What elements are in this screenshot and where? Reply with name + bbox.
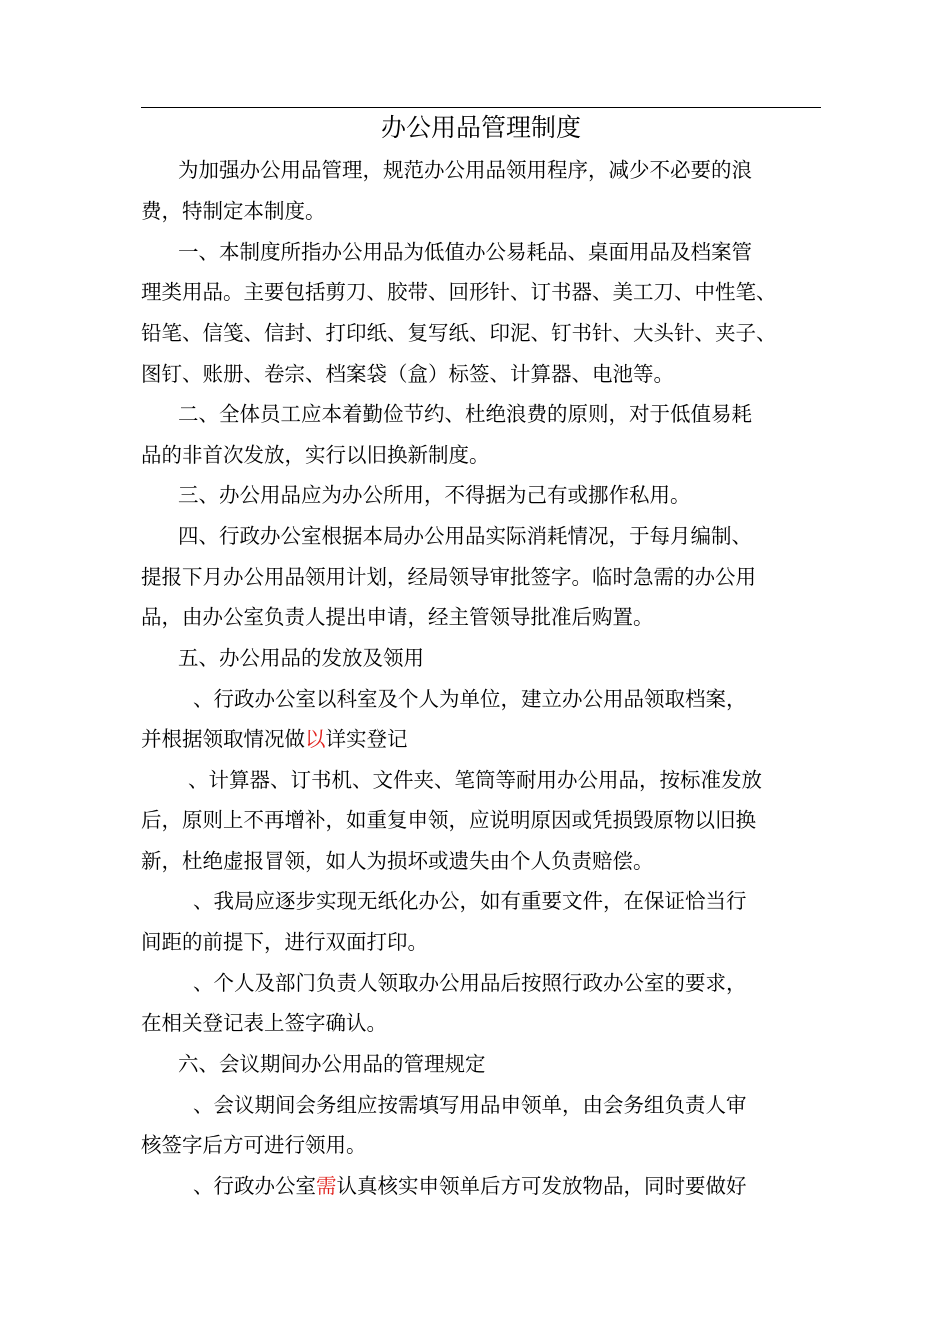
paragraph-line: 费，特制定本制度。 xyxy=(141,199,326,223)
paragraph-line: 品的非首次发放，实行以旧换新制度。 xyxy=(141,443,490,467)
highlighted-text: 需 xyxy=(316,1174,337,1198)
paragraph-line: 核签字后方可进行领用。 xyxy=(141,1133,367,1157)
paragraph-line xyxy=(141,724,408,754)
paragraph-line: 三、办公用品应为办公所用，不得据为己有或挪作私用。 xyxy=(178,483,691,507)
paragraph-line: 、个人及部门负责人领取办公用品后按照行政办公室的要求， xyxy=(193,971,747,995)
paragraph-line: 新，杜绝虚报冒领，如人为损坏或遗失由个人负责赔偿。 xyxy=(141,849,654,873)
paragraph-line: 、我局应逐步实现无纸化办公，如有重要文件，在保证恰当行 xyxy=(193,889,747,913)
paragraph-line: 提报下月办公用品领用计划，经局领导审批签字。临时急需的办公用 xyxy=(141,565,756,589)
paragraph-line: 铅笔、信笺、信封、打印纸、复写纸、印泥、钉书针、大头针、夹子、 xyxy=(141,321,777,345)
paragraph-line: 、行政办公室以科室及个人为单位，建立办公用品领取档案， xyxy=(193,687,747,711)
paragraph-line: 五、办公用品的发放及领用 xyxy=(178,646,424,670)
paragraph-line: 在相关登记表上签字确认。 xyxy=(141,1011,387,1035)
paragraph-line: 图钉、账册、卷宗、档案袋（盒）标签、计算器、电池等。 xyxy=(141,362,674,386)
highlighted-text: 以 xyxy=(305,727,326,751)
paragraph-line: 四、行政办公室根据本局办公用品实际消耗情况，于每月编制、 xyxy=(178,524,752,548)
paragraph-line: 二、全体员工应本着勤俭节约、杜绝浪费的原则，对于低值易耗 xyxy=(178,402,752,426)
text-segment: 、行政办公室 xyxy=(193,1174,316,1198)
paragraph-line: 、会议期间会务组应按需填写用品申领单，由会务组负责人审 xyxy=(193,1093,747,1117)
paragraph-line: 间距的前提下，进行双面打印。 xyxy=(141,930,428,954)
paragraph-line: 后，原则上不再增补，如重复申领，应说明原因或凭损毁原物以旧换 xyxy=(141,808,756,832)
paragraph-line: 六、会议期间办公用品的管理规定 xyxy=(178,1052,486,1076)
paragraph-line: 理类用品。主要包括剪刀、胶带、回形针、订书器、美工刀、中性笔、 xyxy=(141,280,777,304)
paragraph-line: 一、本制度所指办公用品为低值办公易耗品、桌面用品及档案管 xyxy=(178,240,752,264)
paragraph-line: 品，由办公室负责人提出申请，经主管领导批准后购置。 xyxy=(141,605,654,629)
header-rule xyxy=(141,107,821,108)
text-segment: 详实登记 xyxy=(325,727,408,751)
paragraph-line xyxy=(193,1171,747,1201)
text-segment: 并根据领取情况做 xyxy=(141,727,305,751)
paragraph-line: 、计算器、订书机、文件夹、笔筒等耐用办公用品，按标准发放 xyxy=(188,768,762,792)
text-segment: 认真核实申领单后方可发放物品，同时要做好 xyxy=(336,1174,747,1198)
paragraph-line: 为加强办公用品管理，规范办公用品领用程序，减少不必要的浪 xyxy=(178,158,752,182)
document-title: 办公用品管理制度 xyxy=(380,113,581,142)
